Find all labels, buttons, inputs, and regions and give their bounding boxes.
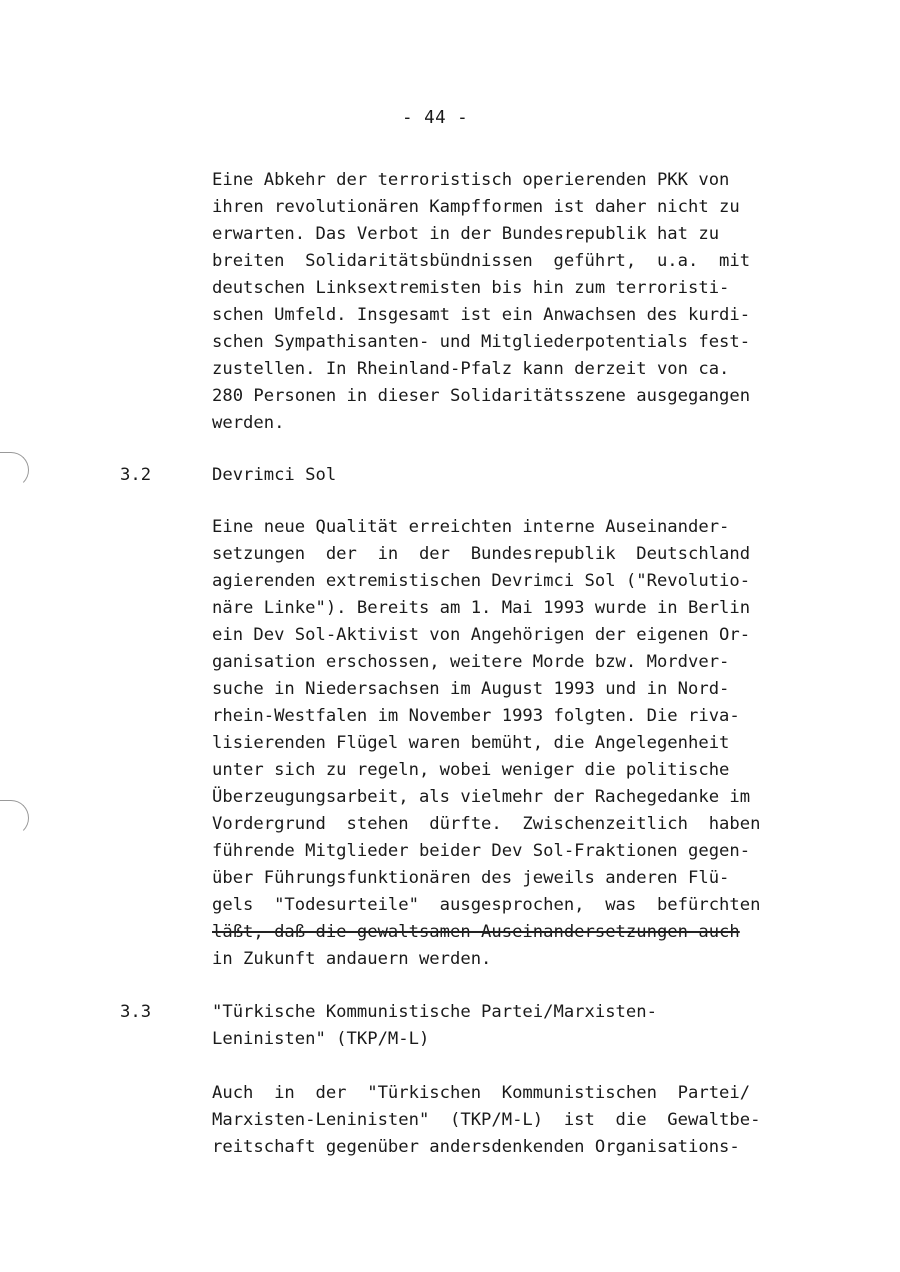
text-line: breiten Solidaritätsbündnissen geführt, u.a. mit — [212, 251, 751, 271]
text-line: reitschaft gegenüber andersdenkenden Organisations- — [212, 1137, 740, 1157]
text-line: 280 Personen in dieser Solidaritätsszene ausgegangen — [212, 386, 751, 406]
text-line: näre Linke"). Bereits am 1. Mai 1993 wurde in Berlin — [212, 598, 751, 618]
text-line: deutschen Linksextremisten bis hin zum terroristi- — [212, 278, 730, 298]
punch-hole-mark — [0, 452, 29, 488]
text-line: zustellen. In Rheinland-Pfalz kann derzeit von ca. — [212, 359, 730, 379]
text-line: ihren revolutionären Kampfformen ist daher nicht zu — [212, 197, 740, 217]
text-line: agierenden extremistischen Devrimci Sol ("Revolutio- — [212, 571, 751, 591]
text-line: Überzeugungsarbeit, als vielmehr der Rachegedanke im — [212, 787, 751, 807]
section-number: 3.3 — [120, 1002, 152, 1022]
page-number: - 44 - — [402, 108, 469, 128]
text-line: werden. — [212, 413, 285, 433]
text-line: in Zukunft andauern werden. — [212, 949, 492, 969]
text-line-struck: läßt, daß die gewaltsamen Auseinandersetzungen auch — [212, 922, 740, 942]
text-line: über Führungsfunktionären des jeweils anderen Flü- — [212, 868, 730, 888]
section-paragraph — [212, 514, 760, 973]
text-line: rhein-Westfalen im November 1993 folgten. Die riva- — [212, 706, 740, 726]
text-line: setzungen der in der Bundesrepublik Deutschland — [212, 544, 751, 564]
punch-hole-mark — [0, 800, 29, 836]
text-line: gels "Todesurteile" ausgesprochen, was befürchten — [212, 895, 761, 915]
text-line: suche in Niedersachsen im August 1993 und in Nord- — [212, 679, 730, 699]
text-line: Eine neue Qualität erreichten interne Auseinander- — [212, 517, 730, 537]
text-line: erwarten. Das Verbot in der Bundesrepublik hat zu — [212, 224, 720, 244]
text-line: Marxisten-Leninisten" (TKP/M-L) ist die Gewaltbe- — [212, 1110, 761, 1130]
heading-line: Leninisten" (TKP/M-L) — [212, 1029, 430, 1049]
heading-line: "Türkische Kommunistische Partei/Marxisten- — [212, 1002, 657, 1022]
text-line: Auch in der "Türkischen Kommunistischen Partei/ — [212, 1083, 751, 1103]
heading-line: Devrimci Sol — [212, 465, 337, 485]
text-line: schen Umfeld. Insgesamt ist ein Anwachsen des kurdi- — [212, 305, 751, 325]
section-paragraph — [212, 1080, 760, 1161]
intro-paragraph — [212, 167, 750, 437]
section-heading — [212, 462, 336, 489]
text-line: ein Dev Sol-Aktivist von Angehörigen der eigenen Or- — [212, 625, 751, 645]
text-line: schen Sympathisanten- und Mitgliederpotentials fest- — [212, 332, 751, 352]
text-line: unter sich zu regeln, wobei weniger die politische — [212, 760, 730, 780]
text-line: lisierenden Flügel waren bemüht, die Angelegenheit — [212, 733, 730, 753]
text-line: Eine Abkehr der terroristisch operierenden PKK von — [212, 170, 730, 190]
text-line: führende Mitglieder beider Dev Sol-Fraktionen gegen- — [212, 841, 751, 861]
text-line: ganisation erschossen, weitere Morde bzw. Mordver- — [212, 652, 730, 672]
section-heading — [212, 999, 657, 1053]
section-number: 3.2 — [120, 465, 152, 485]
text-line: Vordergrund stehen dürfte. Zwischenzeitlich haben — [212, 814, 761, 834]
